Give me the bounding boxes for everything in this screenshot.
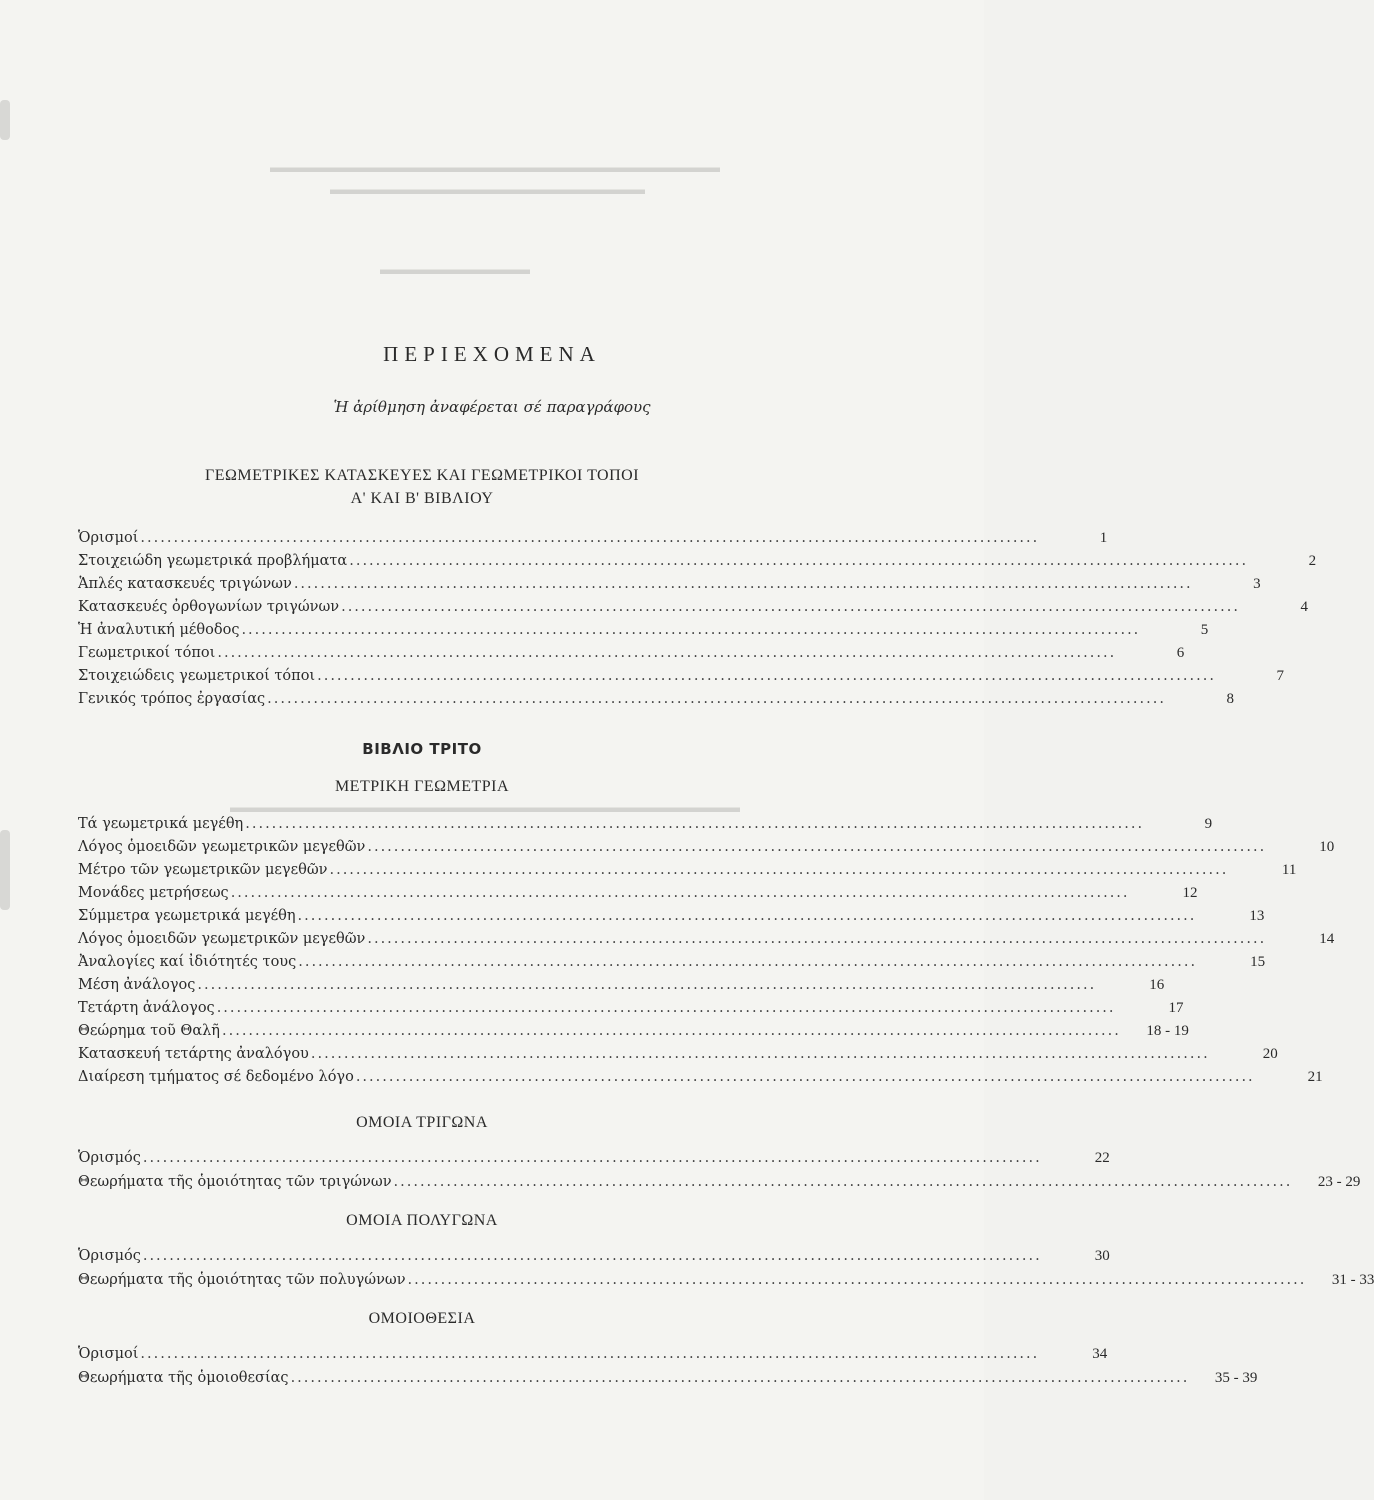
dot-leader: ........................................................................................................................................ [241, 622, 1141, 638]
toc-entry-page: 1 [1099, 530, 1108, 546]
section-heading: ΜΕΤΡΙΚΗ ΓΕΩΜΕΤΡΙΑ [334, 778, 510, 795]
dot-leader: ........................................................................................................................................ [407, 1272, 1307, 1288]
toc-entry-page: 23 - 29 [1317, 1174, 1361, 1190]
dot-leader: ........................................................................................................................................ [293, 576, 1193, 592]
toc-entry-page: 2 [1308, 553, 1317, 569]
toc-entry-title: Τετάρτη ἀνάλογος [78, 1000, 215, 1016]
toc-entry-page: 6 [1176, 645, 1185, 661]
toc-entry [78, 668, 1284, 690]
toc-entry-title: Λόγος ὁμοειδῶν γεωμετρικῶν μεγεθῶν [78, 931, 366, 947]
page-edge-mark [0, 100, 10, 140]
toc-entry [78, 1046, 1278, 1068]
toc-entry [78, 885, 1198, 907]
toc-entry-page: 8 [1226, 691, 1234, 707]
dot-leader: ........................................................................................................................................ [197, 977, 1097, 993]
toc-entry [78, 691, 1234, 713]
toc-entry [78, 530, 1108, 552]
toc-entry [78, 1370, 1258, 1392]
dot-leader: ........................................................................................................................................ [298, 954, 1198, 970]
toc-entry-title: Σύμμετρα γεωμετρικά μεγέθη [78, 908, 296, 924]
toc-entry-page: 7 [1276, 668, 1284, 684]
toc-entry-title: Ὁρισμοί [78, 530, 139, 546]
dot-leader: ........................................................................................................................................ [140, 1346, 1040, 1362]
toc-entry-title: Ἡ ἀναλυτική μέθοδος [78, 622, 240, 638]
dot-leader: ........................................................................................................................................ [393, 1174, 1293, 1190]
toc-entry [78, 1272, 1374, 1294]
toc-entry-page: 31 - 33 [1331, 1272, 1374, 1288]
toc-entry-page: 14 [1319, 931, 1335, 947]
toc-entry-page: 11 [1281, 862, 1297, 878]
section-heading: ΟΜΟΙΑ ΤΡΙΓΩΝΑ [356, 1114, 488, 1131]
toc-entry [78, 954, 1266, 976]
toc-entry-page: 9 [1204, 816, 1213, 832]
toc-entry-page: 22 [1094, 1150, 1110, 1166]
toc-entry-title: Ὁρισμοί [78, 1346, 139, 1362]
toc-entry-title: Κατασκευές ὀρθογωνίων τριγώνων [78, 599, 340, 615]
toc-entry [78, 599, 1308, 621]
toc-entry [78, 1150, 1110, 1172]
toc-entry-title: Στοιχειώδη γεωμετρικά προβλήματα [78, 553, 348, 569]
toc-entry-title: Λόγος ὁμοειδῶν γεωμετρικῶν μεγεθῶν [78, 839, 366, 855]
section-heading: ΟΜΟΙΟΘΕΣΙΑ [368, 1310, 476, 1327]
toc-entry-title: Γεωμετρικοί τόποι [78, 645, 216, 661]
dot-leader: ........................................................................................................................................ [329, 862, 1229, 878]
toc-entry [78, 816, 1213, 838]
dot-leader: ........................................................................................................................................ [290, 1370, 1190, 1386]
dot-leader: ........................................................................................................................................ [142, 1150, 1042, 1166]
dot-leader: ........................................................................................................................................ [367, 839, 1267, 855]
dot-leader: ........................................................................................................................................ [217, 645, 1117, 661]
toc-entry [78, 1000, 1184, 1022]
toc-entry [78, 839, 1335, 861]
section-heading: Α' ΚΑΙ Β' ΒΙΒΛΙΟΥ [350, 490, 494, 507]
toc-entry [78, 931, 1335, 953]
dot-leader: ........................................................................................................................................ [267, 691, 1166, 707]
toc-entry [78, 908, 1265, 930]
toc-entry-title: Ὁρισμός [78, 1248, 141, 1264]
toc-entry [78, 1069, 1323, 1091]
bleed-through-ghost: ▬▬▬▬▬▬▬▬▬▬▬▬▬▬▬▬▬▬▬▬▬▬▬▬▬▬▬▬▬▬ [270, 160, 720, 176]
book-heading: ΒΙΒΛΙΟ ΤΡΙΤΟ [362, 740, 482, 758]
toc-entry-page: 15 [1250, 954, 1266, 970]
toc-entry-title: Μονάδες μετρήσεως [78, 885, 229, 901]
toc-entry-title: Θεωρήματα τῆς ὁμοιότητας τῶν πολυγώνων [78, 1272, 406, 1288]
toc-entry-page: 18 - 19 [1146, 1023, 1189, 1039]
toc-entry-title: Ὁρισμός [78, 1150, 141, 1166]
toc-entry [78, 576, 1261, 598]
toc-entry [78, 645, 1185, 667]
toc-entry-title: Στοιχειώδεις γεωμετρικοί τόποι [78, 668, 316, 684]
dot-leader: ........................................................................................................................................ [222, 1023, 1121, 1039]
dot-leader: ........................................................................................................................................ [349, 553, 1249, 569]
page-subtitle: Ἡ ἀρίθμηση ἀναφέρεται σέ παραγράφους [333, 398, 651, 416]
toc-entry-page: 34 [1092, 1346, 1108, 1362]
bleed-through-ghost: ▬▬▬▬▬▬▬▬▬▬ [380, 262, 530, 278]
toc-entry-title: Γενικός τρόπος ἐργασίας [78, 691, 266, 707]
toc-entry-page: 35 - 39 [1214, 1370, 1258, 1386]
dot-leader: ........................................................................................................................................ [367, 931, 1267, 947]
dot-leader: ........................................................................................................................................ [317, 668, 1216, 684]
toc-entry-page: 4 [1300, 599, 1308, 615]
dot-leader: ........................................................................................................................................ [297, 908, 1197, 924]
toc-entry-title: Θεωρήματα τῆς ὁμοιοθεσίας [78, 1370, 289, 1386]
toc-entry-title: Διαίρεση τμήματος σέ δεδομένο λόγο [78, 1069, 354, 1085]
toc-entry-title: Θεώρημα τοῦ Θαλῆ [78, 1023, 220, 1039]
dot-leader: ........................................................................................................................................ [140, 530, 1040, 546]
toc-entry-page: 3 [1253, 576, 1261, 592]
toc-entry-title: Ἀναλογίες καί ἰδιότητές τους [78, 954, 297, 970]
toc-entry [78, 977, 1165, 999]
toc-entry-page: 30 [1094, 1248, 1110, 1264]
dot-leader: ........................................................................................................................................ [216, 1000, 1116, 1016]
toc-entry-title: Μέση ἀνάλογος [78, 977, 196, 993]
toc-entry-page: 21 [1307, 1069, 1323, 1085]
dot-leader: ........................................................................................................................................ [310, 1046, 1210, 1062]
toc-entry [78, 1248, 1110, 1270]
page-edge-mark [0, 830, 10, 910]
toc-entry-title: Κατασκευή τετάρτης ἀναλόγου [78, 1046, 309, 1062]
dot-leader: ........................................................................................................................................ [142, 1248, 1042, 1264]
bleed-through-ghost: ▬▬▬▬▬▬▬▬▬▬▬▬▬▬▬▬▬▬▬▬▬▬▬▬▬▬▬▬▬▬▬▬▬▬ [230, 800, 740, 816]
toc-entry-page: 17 [1168, 1000, 1184, 1016]
section-heading: ΓΕΩΜΕΤΡΙΚΕΣ ΚΑΤΑΣΚΕΥΕΣ ΚΑΙ ΓΕΩΜΕΤΡΙΚΟΙ ΤΟΠΟΙ [204, 467, 640, 484]
toc-entry [78, 1346, 1108, 1368]
toc-entry-title: Θεωρήματα τῆς ὁμοιότητας τῶν τριγώνων [78, 1174, 392, 1190]
toc-entry [78, 1174, 1361, 1196]
bleed-through-ghost: ▬▬▬▬▬▬▬▬▬▬▬▬▬▬▬▬▬▬▬▬▬ [330, 182, 645, 198]
toc-entry [78, 622, 1209, 644]
toc-entry [78, 862, 1297, 884]
toc-entry-title: Τά γεωμετρικά μεγέθη [78, 816, 244, 832]
toc-entry-page: 5 [1200, 622, 1209, 638]
toc-entry [78, 1023, 1189, 1045]
toc-entry-title: Μέτρο τῶν γεωμετρικῶν μεγεθῶν [78, 862, 328, 878]
toc-entry-page: 20 [1262, 1046, 1278, 1062]
toc-entry-page: 16 [1149, 977, 1165, 993]
dot-leader: ........................................................................................................................................ [230, 885, 1130, 901]
page-title: ΠΕΡΙΕΧΟΜΕΝΑ [383, 342, 601, 366]
toc-entry-page: 13 [1249, 908, 1265, 924]
toc-entry [78, 553, 1317, 575]
dot-leader: ........................................................................................................................................ [341, 599, 1240, 615]
dot-leader: ........................................................................................................................................ [245, 816, 1145, 832]
section-heading: ΟΜΟΙΑ ΠΟΛΥΓΩΝΑ [346, 1212, 498, 1229]
toc-entry-page: 10 [1319, 839, 1335, 855]
dot-leader: ........................................................................................................................................ [355, 1069, 1255, 1085]
toc-entry-title: Ἁπλές κατασκευές τριγώνων [78, 576, 292, 592]
toc-entry-page: 12 [1182, 885, 1198, 901]
